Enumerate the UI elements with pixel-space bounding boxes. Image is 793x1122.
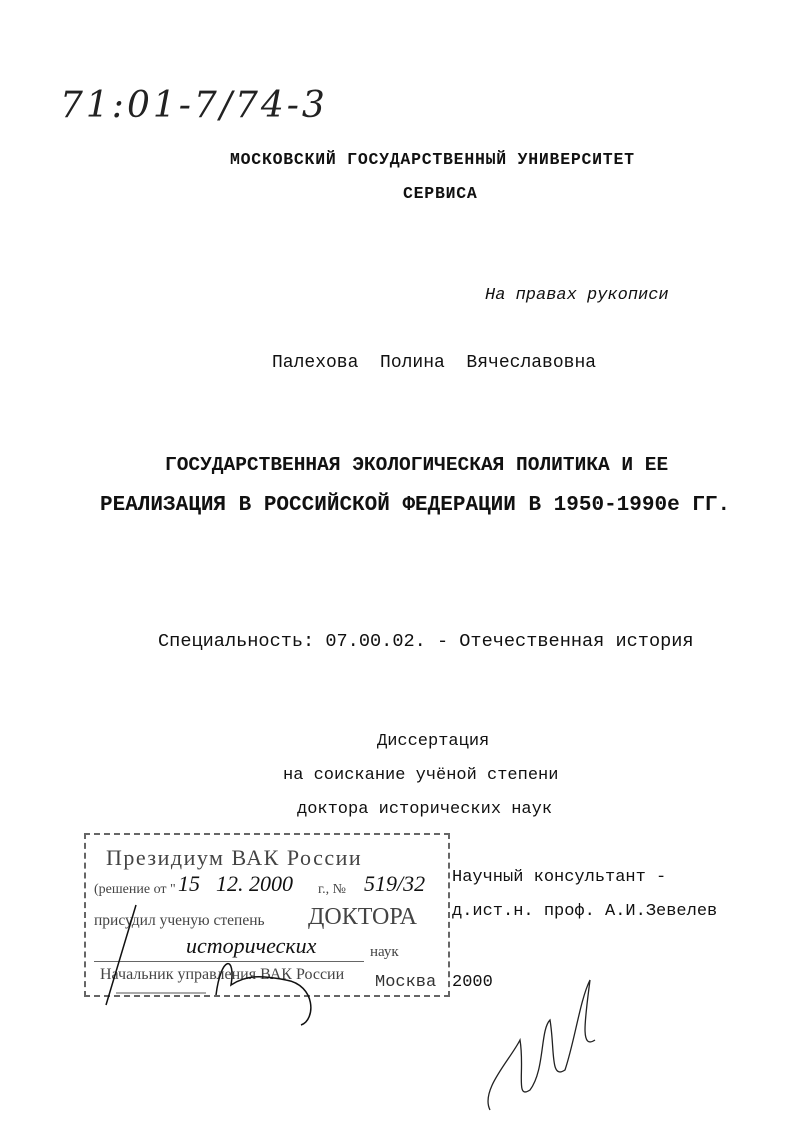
vak-stamp	[84, 833, 450, 997]
year: 2000	[452, 973, 493, 992]
degree-sought: на соискание учёной степени	[283, 766, 559, 785]
degree-field: доктора исторических наук	[297, 800, 553, 819]
university-name: МОСКОВСКИЙ ГОСУДАРСТВЕННЫЙ УНИВЕРСИТЕТ	[230, 150, 635, 169]
specialty: Специальность: 07.00.02. - Отечественная история	[158, 631, 694, 652]
author-signature-icon	[470, 960, 610, 1120]
thesis-title-line2: РЕАЛИЗАЦИЯ В РОССИЙСКОЙ ФЕДЕРАЦИИ В 1950-1990е ГГ.	[100, 494, 731, 517]
stamp-field-suffix: наук	[370, 944, 399, 960]
manuscript-note: На правах рукописи	[485, 286, 669, 305]
dissertation-label: Диссертация	[377, 732, 490, 751]
archive-code-handwritten: 71:01-7/74-3	[60, 85, 328, 126]
stamp-number-prefix: г., №	[318, 882, 347, 897]
stamp-decision-prefix: (решение от "	[94, 882, 176, 897]
thesis-title-line1: ГОСУДАРСТВЕННАЯ ЭКОЛОГИЧЕСКАЯ ПОЛИТИКА И ЕЕ	[165, 454, 669, 476]
stamp-field-handwritten: исторических	[186, 933, 317, 958]
consultant-label: Научный консультант -	[452, 868, 667, 887]
stamp-date: 12. 2000	[216, 871, 293, 896]
stamp-degree: ДОКТОРА	[308, 904, 417, 930]
stamp-signature-icon	[86, 835, 452, 1035]
author-name: Палехова Полина Вячеславовна	[272, 353, 597, 373]
stamp-title: Президиум ВАК России	[106, 845, 363, 870]
place: Москва	[375, 973, 437, 992]
stamp-head: Начальник управления ВАК России	[100, 966, 345, 983]
university-name-line2: СЕРВИСА	[403, 184, 478, 203]
stamp-number: 519/32	[364, 871, 426, 896]
consultant-name: д.ист.н. проф. А.И.Зевелев	[452, 902, 718, 921]
stamp-awarded: присудил ученую степень	[94, 912, 265, 929]
stamp-day: 15	[178, 871, 200, 896]
